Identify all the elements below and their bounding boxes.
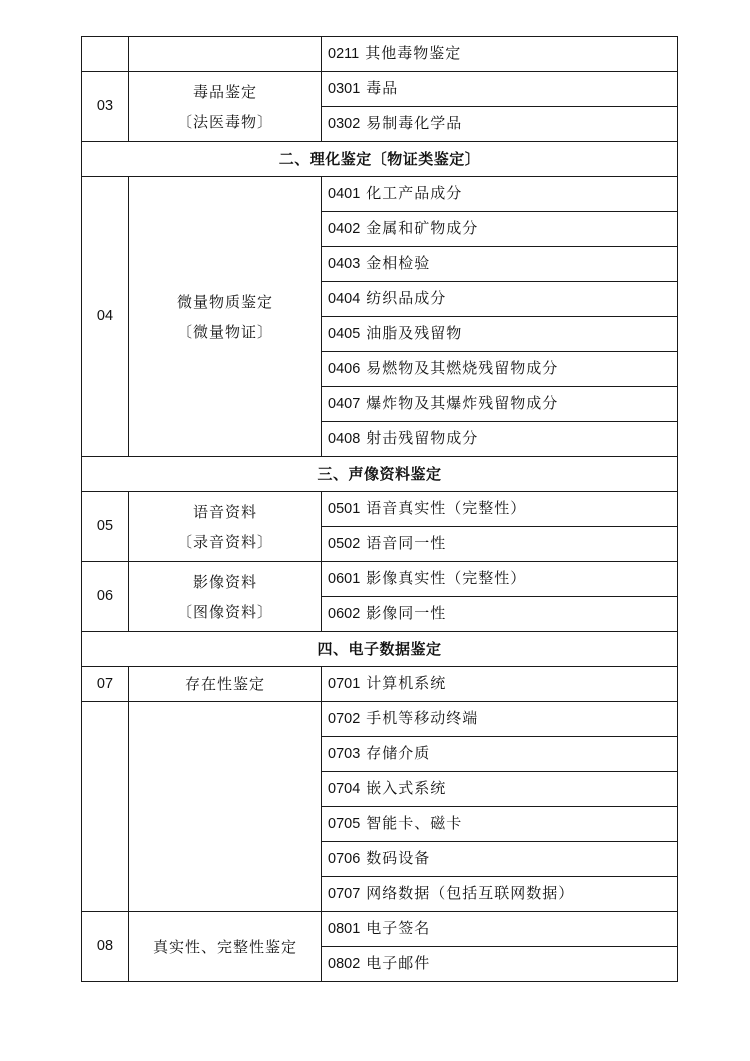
item-cell (322, 177, 678, 212)
section-heading: 四、电子数据鉴定 (82, 632, 678, 667)
group-name: 语音资料 (192, 502, 257, 521)
item-code: 0404 (328, 291, 361, 308)
item-code: 0705 (328, 816, 361, 833)
item-cell (322, 107, 678, 142)
item-code: 0302 (328, 116, 361, 133)
item-code: 0403 (328, 256, 361, 273)
item-cell (322, 947, 678, 982)
item-name: 纺织品成分 (366, 289, 447, 308)
item-code: 0602 (328, 606, 361, 623)
group-alias: 〔图像资料〕 (176, 602, 273, 621)
item-cell (322, 37, 678, 72)
item-cell (322, 667, 678, 702)
item-cell (322, 702, 678, 737)
item-cell (322, 877, 678, 912)
table-row (82, 177, 678, 212)
item-code: 0703 (328, 746, 361, 763)
item-cell (322, 527, 678, 562)
item-cell (322, 562, 678, 597)
item-code: 0211 (328, 46, 360, 63)
table-row (82, 37, 678, 72)
item-name: 金相检验 (366, 254, 431, 273)
item-code: 0402 (328, 221, 361, 238)
item-code: 0701 (328, 676, 361, 693)
item-name: 毒品 (366, 79, 399, 98)
table-row (82, 72, 678, 107)
section-row (82, 457, 678, 492)
item-cell (322, 912, 678, 947)
group-name: 微量物质鉴定 (176, 292, 273, 311)
group-name: 真实性、完整性鉴定 (129, 912, 322, 982)
item-code: 0706 (328, 851, 361, 868)
item-cell (322, 317, 678, 352)
item-code: 0704 (328, 781, 361, 798)
item-cell (322, 352, 678, 387)
group-alias: 〔法医毒物〕 (176, 112, 273, 131)
item-code: 0707 (328, 886, 361, 903)
item-name: 射击残留物成分 (366, 429, 479, 448)
group-name-cell (129, 72, 322, 142)
group-code: 03 (82, 72, 129, 142)
item-cell (322, 737, 678, 772)
group-code: 05 (82, 492, 129, 562)
item-code: 0502 (328, 536, 361, 553)
item-code: 0601 (328, 571, 361, 588)
group-code: 04 (82, 177, 129, 457)
group-code: 06 (82, 562, 129, 632)
item-code: 0405 (328, 326, 361, 343)
item-code: 0802 (328, 956, 361, 973)
item-name: 语音同一性 (366, 534, 447, 553)
item-name: 嵌入式系统 (366, 779, 447, 798)
table-row (82, 492, 678, 527)
item-name: 电子邮件 (366, 954, 431, 973)
empty-cell (129, 37, 322, 72)
group-code: 08 (82, 912, 129, 982)
item-code: 0301 (328, 81, 361, 98)
section-row (82, 632, 678, 667)
item-name: 电子签名 (366, 919, 431, 938)
group-alias: 〔录音资料〕 (176, 532, 273, 551)
item-name: 网络数据（包括互联网数据） (366, 884, 575, 903)
item-name: 数码设备 (366, 849, 431, 868)
item-cell (322, 212, 678, 247)
item-cell (322, 772, 678, 807)
group-code: 07 (82, 667, 129, 702)
item-name: 金属和矿物成分 (366, 219, 479, 238)
item-name: 其他毒物鉴定 (365, 44, 462, 63)
item-name: 影像真实性（完整性） (366, 569, 527, 588)
table-row (82, 562, 678, 597)
item-code: 0501 (328, 501, 361, 518)
table-row (82, 702, 678, 737)
item-name: 语音真实性（完整性） (366, 499, 527, 518)
item-cell (322, 597, 678, 632)
item-name: 化工产品成分 (366, 184, 463, 203)
item-code: 0406 (328, 361, 361, 378)
empty-cell (82, 702, 129, 912)
item-cell (322, 807, 678, 842)
empty-cell (129, 702, 322, 912)
empty-cell (82, 37, 129, 72)
item-cell (322, 72, 678, 107)
item-name: 存储介质 (366, 744, 431, 763)
item-cell (322, 422, 678, 457)
item-name: 手机等移动终端 (366, 709, 479, 728)
item-cell (322, 282, 678, 317)
item-cell (322, 387, 678, 422)
section-heading: 二、理化鉴定〔物证类鉴定〕 (82, 142, 678, 177)
item-name: 计算机系统 (366, 674, 447, 693)
group-name-cell (129, 562, 322, 632)
item-name: 油脂及残留物 (366, 324, 463, 343)
section-heading: 三、声像资料鉴定 (82, 457, 678, 492)
table-row (82, 667, 678, 702)
item-name: 影像同一性 (366, 604, 447, 623)
item-code: 0702 (328, 711, 361, 728)
item-name: 爆炸物及其爆炸残留物成分 (366, 394, 559, 413)
item-name: 易制毒化学品 (366, 114, 463, 133)
group-name-cell (129, 492, 322, 562)
item-cell (322, 247, 678, 282)
group-name: 影像资料 (192, 572, 257, 591)
item-code: 0408 (328, 431, 361, 448)
item-name: 智能卡、磁卡 (366, 814, 463, 833)
group-name: 存在性鉴定 (129, 667, 322, 702)
group-alias: 〔微量物证〕 (176, 322, 273, 341)
section-row (82, 142, 678, 177)
item-cell (322, 842, 678, 877)
item-code: 0407 (328, 396, 361, 413)
table-row (82, 912, 678, 947)
appraisal-category-table (81, 36, 678, 982)
group-name: 毒品鉴定 (192, 82, 257, 101)
item-code: 0401 (328, 186, 361, 203)
item-code: 0801 (328, 921, 361, 938)
item-name: 易燃物及其燃烧残留物成分 (366, 359, 559, 378)
group-name-cell (129, 177, 322, 457)
item-cell (322, 492, 678, 527)
